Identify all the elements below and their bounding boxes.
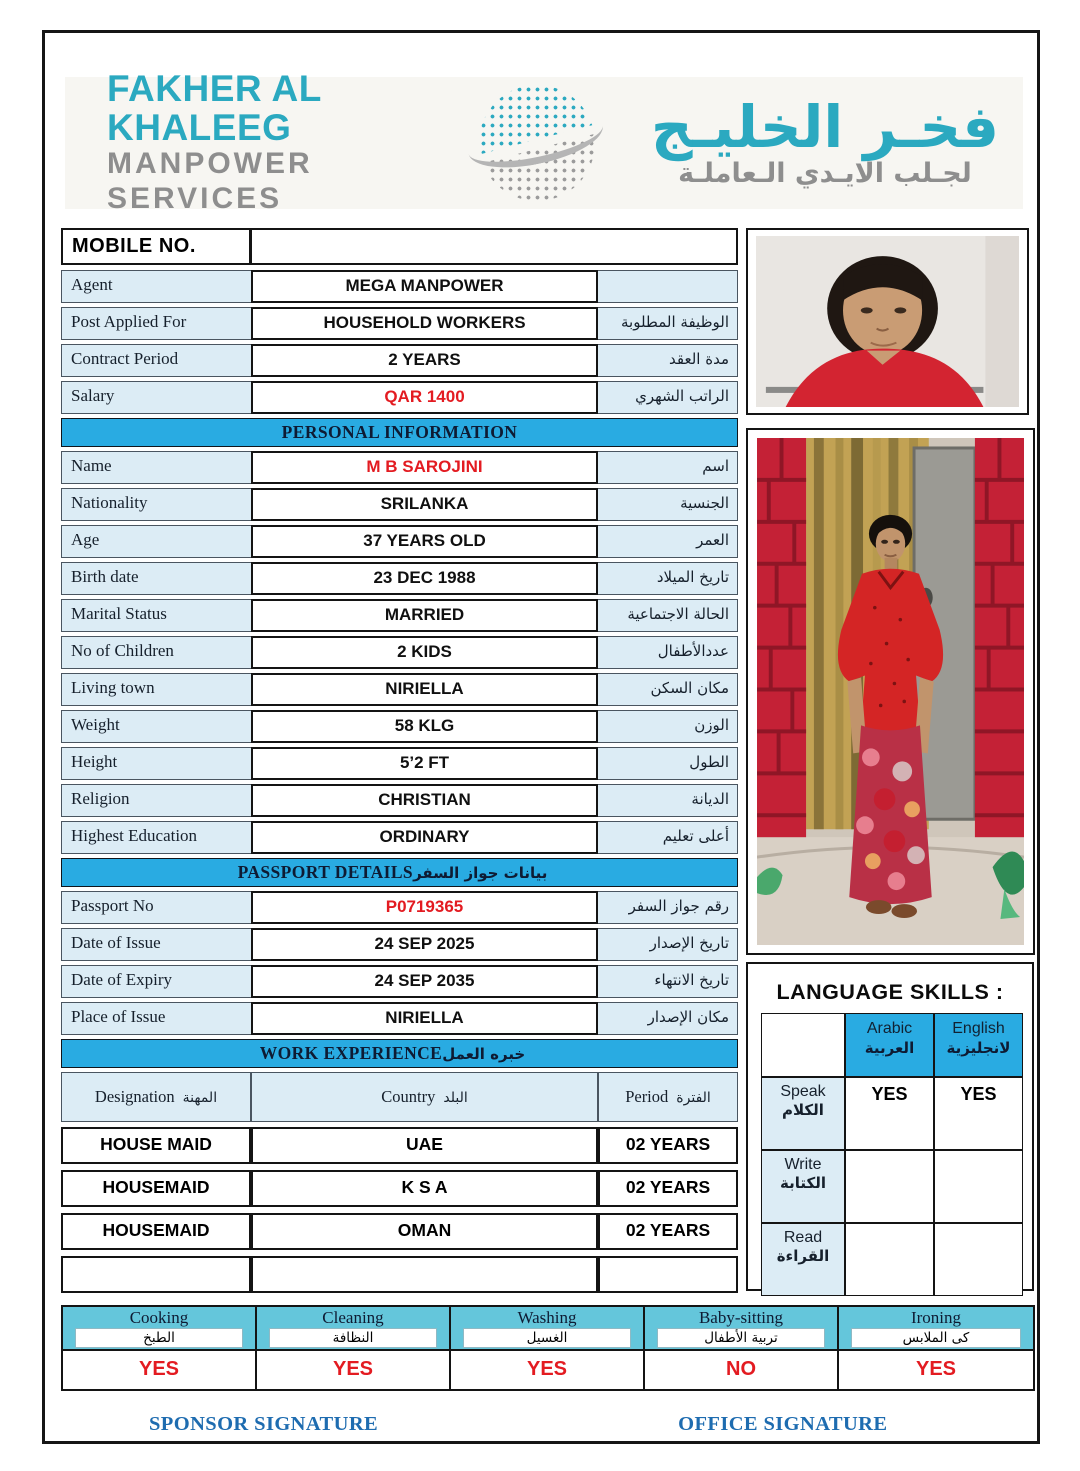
- language-row-write: Write الكتابة: [761, 1150, 845, 1223]
- field-value: ORDINARY: [251, 821, 598, 854]
- language-col-arabic: Arabic العربية: [845, 1013, 934, 1077]
- language-skills-table: [761, 1013, 1019, 1296]
- field-value: NIRIELLA: [251, 1002, 598, 1035]
- row-birth-date: [61, 562, 738, 595]
- work-row: [61, 1127, 738, 1164]
- mobile-no-value: [251, 228, 738, 265]
- read-english-value: [934, 1223, 1023, 1296]
- row-date-of-expiry: [61, 965, 738, 998]
- field-label-arabic: العمر: [598, 525, 738, 558]
- sponsor-signature-label: SPONSOR SIGNATURE: [149, 1413, 379, 1435]
- company-name: FAKHER AL KHALEEG: [107, 67, 322, 148]
- field-label: Name: [61, 451, 251, 484]
- company-tagline: MANPOWER SERVICES: [107, 147, 313, 215]
- bio-data-table: [61, 228, 738, 1299]
- read-arabic-value: [845, 1223, 934, 1296]
- logo-banner: [65, 67, 1023, 215]
- company-name-arabic: فخـر الخليـج: [650, 92, 1000, 161]
- field-label: Birth date: [61, 562, 251, 595]
- col-period: Period الفترة: [598, 1072, 738, 1122]
- work-table-header: [61, 1072, 738, 1122]
- skill-washing: Washing الغسيل YES: [451, 1307, 645, 1389]
- company-logo-english: [107, 67, 467, 217]
- company-tagline-arabic: لجـلب الايـدي الـعاملـة: [678, 157, 972, 189]
- field-label-arabic: الوظيفة المطلوبة: [598, 307, 738, 340]
- row-passport-no: [61, 891, 738, 924]
- row-post-applied: [61, 307, 738, 340]
- field-value: QAR 1400: [251, 381, 598, 414]
- work-row-empty: [61, 1256, 738, 1293]
- field-value: 24 SEP 2035: [251, 965, 598, 998]
- field-label: Contract Period: [61, 344, 251, 377]
- work-period: 02 YEARS: [598, 1213, 738, 1250]
- globe-dots-icon: [479, 85, 595, 201]
- row-age: [61, 525, 738, 558]
- row-salary: [61, 381, 738, 414]
- field-label-arabic: الحالة الاجتماعية: [598, 599, 738, 632]
- row-contract-period: [61, 344, 738, 377]
- skill-cooking-value: YES: [63, 1349, 255, 1389]
- field-value: CHRISTIAN: [251, 784, 598, 817]
- full-body-photo-image: [757, 438, 1024, 945]
- field-label: Highest Education: [61, 821, 251, 854]
- work-header-ar: خبره العمل: [442, 1045, 526, 1063]
- document-border: [42, 30, 1040, 1444]
- mobile-no-label: MOBILE NO.: [61, 228, 251, 265]
- field-label-arabic: عددالأطفال: [598, 636, 738, 669]
- field-label-arabic: تاريخ الميلاد: [598, 562, 738, 595]
- row-agent: [61, 270, 738, 303]
- skill-washing-value: YES: [451, 1349, 643, 1389]
- field-label-arabic: تاريخ الإصدار: [598, 928, 738, 961]
- language-skills-panel: [746, 962, 1034, 1291]
- field-label: Height: [61, 747, 251, 780]
- skill-cleaning-value: YES: [257, 1349, 449, 1389]
- field-label-arabic: مكان الإصدار: [598, 1002, 738, 1035]
- language-row-read: Read القراءة: [761, 1223, 845, 1296]
- field-value: HOUSEHOLD WORKERS: [251, 307, 598, 340]
- row-living-town: [61, 673, 738, 706]
- skill-baby-sitting-value: NO: [645, 1349, 837, 1389]
- write-arabic-value: [845, 1150, 934, 1223]
- row-education: [61, 821, 738, 854]
- field-label: Age: [61, 525, 251, 558]
- household-skills-bar: [61, 1305, 1035, 1391]
- field-label-arabic: أعلى تعليم: [598, 821, 738, 854]
- field-label: Nationality: [61, 488, 251, 521]
- office-signature-label: OFFICE SIGNATURE: [678, 1413, 888, 1435]
- col-country: Country البلد: [251, 1072, 598, 1122]
- language-col-english: English لانجليزية: [934, 1013, 1023, 1077]
- work-period: [598, 1256, 738, 1293]
- field-label-arabic: اسم: [598, 451, 738, 484]
- field-label-arabic: مدة العقد: [598, 344, 738, 377]
- row-mobile-no: [61, 228, 738, 265]
- field-label: Living town: [61, 673, 251, 706]
- work-designation: [61, 1256, 251, 1293]
- field-value: 24 SEP 2025: [251, 928, 598, 961]
- field-label: Date of Expiry: [61, 965, 251, 998]
- language-row-speak: Speak الكلام: [761, 1077, 845, 1150]
- skill-cooking: Cooking الطبخ YES: [63, 1307, 257, 1389]
- work-country: K S A: [251, 1170, 598, 1207]
- work-row: [61, 1170, 738, 1207]
- work-period: 02 YEARS: [598, 1127, 738, 1164]
- work-country: [251, 1256, 598, 1293]
- signature-row: [61, 1413, 1027, 1436]
- field-value: 5’2 FT: [251, 747, 598, 780]
- company-logo-arabic: [635, 92, 1015, 189]
- speak-arabic-value: YES: [845, 1077, 934, 1150]
- field-value: P0719365: [251, 891, 598, 924]
- field-value: MEGA MANPOWER: [251, 270, 598, 303]
- row-name: [61, 451, 738, 484]
- field-value: 23 DEC 1988: [251, 562, 598, 595]
- field-value: 37 YEARS OLD: [251, 525, 598, 558]
- field-label-arabic: [598, 270, 738, 303]
- col-designation: Designation المهنة: [61, 1072, 251, 1122]
- work-period: 02 YEARS: [598, 1170, 738, 1207]
- skill-ironing-value: YES: [839, 1349, 1033, 1389]
- field-label: Agent: [61, 270, 251, 303]
- passport-header-en: PASSPORT DETAILS: [237, 862, 414, 882]
- field-label: Marital Status: [61, 599, 251, 632]
- language-skills-title: LANGUAGE SKILLS :: [776, 980, 1004, 1004]
- field-label: Post Applied For: [61, 307, 251, 340]
- skill-baby-sitting: Baby-sitting تربية الأطفال NO: [645, 1307, 839, 1389]
- passport-photo-image: [756, 236, 1019, 407]
- section-header-personal: PERSONAL INFORMATION: [61, 418, 738, 447]
- field-label-arabic: الديانة: [598, 784, 738, 817]
- row-religion: [61, 784, 738, 817]
- section-header-passport: [61, 858, 738, 887]
- field-value: 2 YEARS: [251, 344, 598, 377]
- work-country: UAE: [251, 1127, 598, 1164]
- field-label-arabic: تاريخ الانتهاء: [598, 965, 738, 998]
- write-english-value: [934, 1150, 1023, 1223]
- field-label-arabic: الطول: [598, 747, 738, 780]
- row-date-of-issue: [61, 928, 738, 961]
- work-header-en: WORK EXPERIENCE: [259, 1043, 443, 1063]
- field-label-arabic: رقم جواز السفر: [598, 891, 738, 924]
- field-label: Date of Issue: [61, 928, 251, 961]
- row-nationality: [61, 488, 738, 521]
- content-area: [61, 228, 1027, 1436]
- right-column: [746, 228, 1035, 1291]
- section-header-work: [61, 1039, 738, 1068]
- full-body-photo: [746, 428, 1035, 955]
- field-value: M B SAROJINI: [251, 451, 598, 484]
- field-value: SRILANKA: [251, 488, 598, 521]
- field-label: Salary: [61, 381, 251, 414]
- skill-ironing: Ironing كى الملابس YES: [839, 1307, 1033, 1389]
- field-value: 2 KIDS: [251, 636, 598, 669]
- passport-header-ar: بيانات جواز السفر: [413, 864, 548, 882]
- speak-english-value: YES: [934, 1077, 1023, 1150]
- work-designation: HOUSEMAID: [61, 1170, 251, 1207]
- passport-photo: [746, 228, 1029, 415]
- field-value: NIRIELLA: [251, 673, 598, 706]
- field-label-arabic: مكان السكن: [598, 673, 738, 706]
- field-label: Religion: [61, 784, 251, 817]
- work-row: [61, 1213, 738, 1250]
- work-designation: HOUSE MAID: [61, 1127, 251, 1164]
- row-place-of-issue: [61, 1002, 738, 1035]
- row-children: [61, 636, 738, 669]
- row-weight: [61, 710, 738, 743]
- work-country: OMAN: [251, 1213, 598, 1250]
- field-label: Place of Issue: [61, 1002, 251, 1035]
- field-value: 58 KLG: [251, 710, 598, 743]
- field-label-arabic: الجنسية: [598, 488, 738, 521]
- work-designation: HOUSEMAID: [61, 1213, 251, 1250]
- row-marital-status: [61, 599, 738, 632]
- field-label-arabic: الوزن: [598, 710, 738, 743]
- language-corner-cell: [761, 1013, 845, 1077]
- skill-cleaning: Cleaning النظافة YES: [257, 1307, 451, 1389]
- field-label: Passport No: [61, 891, 251, 924]
- row-height: [61, 747, 738, 780]
- field-label: Weight: [61, 710, 251, 743]
- field-value: MARRIED: [251, 599, 598, 632]
- field-label: No of Children: [61, 636, 251, 669]
- field-label-arabic: الراتب الشهري: [598, 381, 738, 414]
